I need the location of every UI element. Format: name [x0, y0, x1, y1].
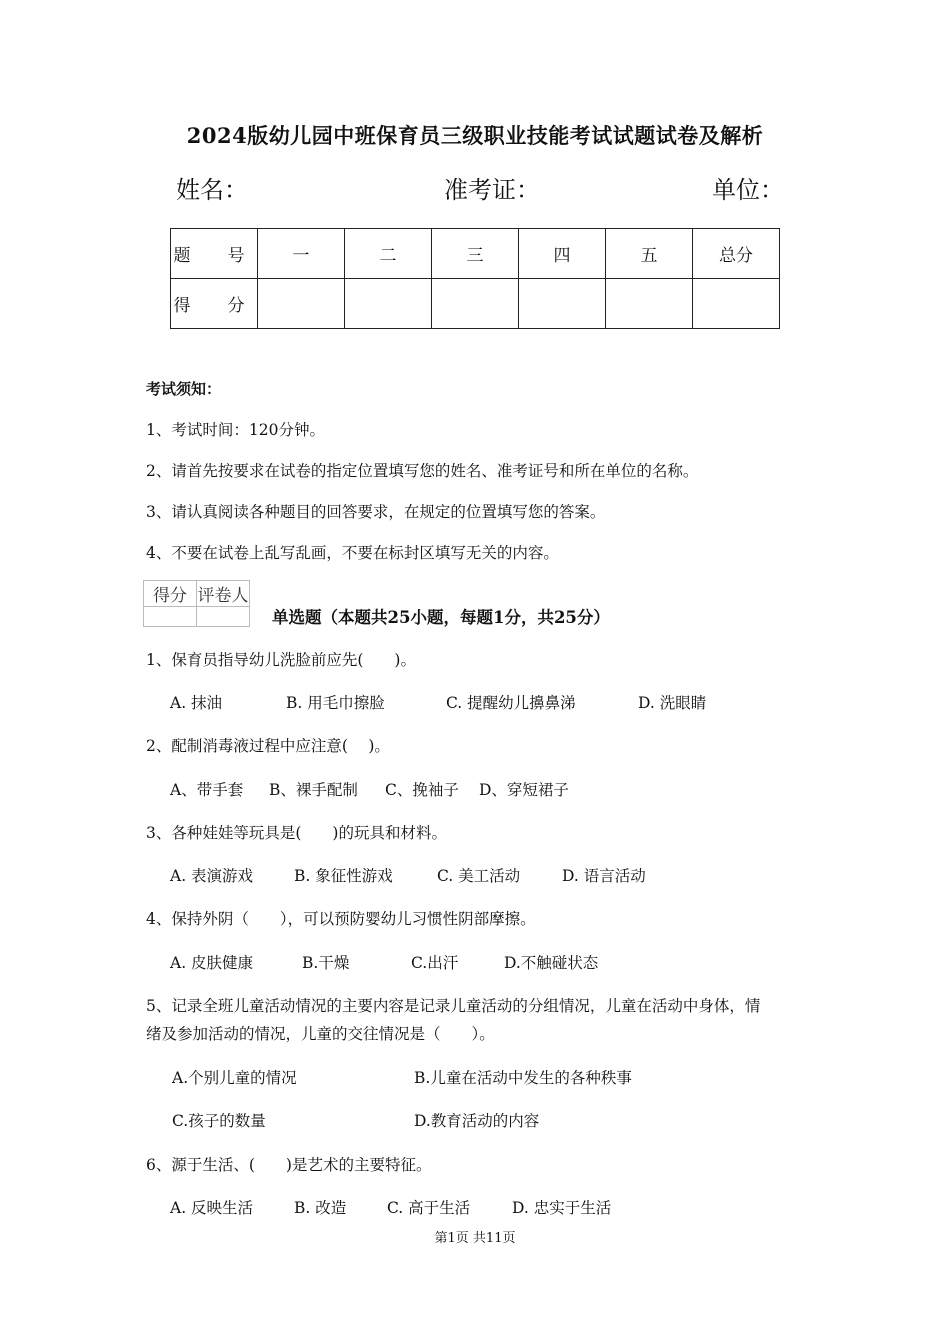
- question-option: C. 高于生活: [387, 1199, 471, 1217]
- question-option: C、挽袖子: [385, 781, 459, 799]
- question-option: A. 表演游戏: [170, 867, 254, 885]
- score-cell[interactable]: [693, 279, 780, 329]
- score-table-header-row: [171, 229, 780, 279]
- question-option: D. 洗眼睛: [638, 694, 707, 712]
- question-option: C. 美工活动: [437, 867, 521, 885]
- score-header-cell: 五: [606, 229, 693, 279]
- question-stem: 2、配制消毒液过程中应注意( )。: [146, 737, 390, 755]
- grader-reviewer-label: 评卷人: [197, 581, 250, 607]
- score-table-score-row: [171, 279, 780, 329]
- question-option: A、带手套: [170, 781, 244, 799]
- question-option: B. 象征性游戏: [294, 867, 393, 885]
- question-stem-continued: 绪及参加活动的情况，儿童的交往情况是（ ）。: [146, 1025, 495, 1043]
- score-row-label: 得 分: [171, 279, 258, 329]
- question-stem: 6、源于生活、( )是艺术的主要特征。: [146, 1156, 432, 1174]
- question-option: D、穿短裙子: [479, 781, 569, 799]
- score-cell[interactable]: [258, 279, 345, 329]
- question-stem: 4、保持外阴（ ），可以预防婴幼儿习惯性阴部摩擦。: [146, 910, 536, 928]
- question-option: B. 用毛巾擦脸: [286, 694, 385, 712]
- question-option: C. 提醒幼儿擤鼻涕: [446, 694, 576, 712]
- score-table: [170, 228, 780, 329]
- question-option: D.不触碰状态: [504, 954, 599, 972]
- exam-id-field-label: 准考证：: [444, 176, 540, 204]
- question-option: B、裸手配制: [269, 781, 358, 799]
- question-stem: 1、保育员指导幼儿洗脸前应先( )。: [146, 651, 416, 669]
- question-option: C.孩子的数量: [172, 1112, 266, 1130]
- question-option: A.个别儿童的情况: [172, 1069, 297, 1087]
- score-header-cell: 题 号: [171, 229, 258, 279]
- question-option: A. 皮肤健康: [170, 954, 254, 972]
- score-header-cell: 二: [345, 229, 432, 279]
- score-header-cell: 总分: [693, 229, 780, 279]
- question-stem: 5、记录全班儿童活动情况的主要内容是记录儿童活动的分组情况，儿童在活动中身体，情: [146, 997, 761, 1015]
- question-option: D.教育活动的内容: [414, 1112, 540, 1130]
- grader-score-cell[interactable]: [144, 607, 197, 627]
- question-stem: 3、各种娃娃等玩具是( )的玩具和材料。: [146, 824, 447, 842]
- grader-score-label: 得分: [144, 581, 197, 607]
- question-option: B.干燥: [302, 954, 350, 972]
- notice-item: 4、不要在试卷上乱写乱画，不要在标封区填写无关的内容。: [146, 544, 559, 562]
- score-cell[interactable]: [606, 279, 693, 329]
- question-option: A. 抹油: [170, 694, 223, 712]
- name-field-label: 姓名：: [176, 176, 248, 204]
- notice-item: 2、请首先按要求在试卷的指定位置填写您的姓名、准考证号和所在单位的名称。: [146, 462, 699, 480]
- notice-item: 3、请认真阅读各种题目的回答要求，在规定的位置填写您的答案。: [146, 503, 606, 521]
- score-header-cell: 三: [432, 229, 519, 279]
- grader-box: [143, 580, 250, 627]
- question-option: C.出汗: [411, 954, 459, 972]
- question-option: D. 忠实于生活: [512, 1199, 612, 1217]
- page-footer: 第1页 共11页: [434, 1231, 516, 1246]
- score-cell[interactable]: [519, 279, 606, 329]
- question-option: B. 改造: [294, 1199, 347, 1217]
- unit-field-label: 单位：: [712, 176, 784, 204]
- score-cell[interactable]: [345, 279, 432, 329]
- score-header-cell: 四: [519, 229, 606, 279]
- question-option: D. 语言活动: [562, 867, 646, 885]
- score-header-cell: 一: [258, 229, 345, 279]
- notice-item: 1、考试时间：120分钟。: [146, 421, 325, 439]
- document-title: 2024版幼儿园中班保育员三级职业技能考试试题试卷及解析: [186, 123, 764, 148]
- question-option: A. 反映生活: [170, 1199, 254, 1217]
- score-cell[interactable]: [432, 279, 519, 329]
- section-heading: 单选题（本题共25小题，每题1分，共25分）: [272, 608, 610, 627]
- question-option: B.儿童在活动中发生的各种秩事: [414, 1069, 632, 1087]
- notice-title: 考试须知：: [146, 380, 222, 398]
- grader-reviewer-cell[interactable]: [197, 607, 250, 627]
